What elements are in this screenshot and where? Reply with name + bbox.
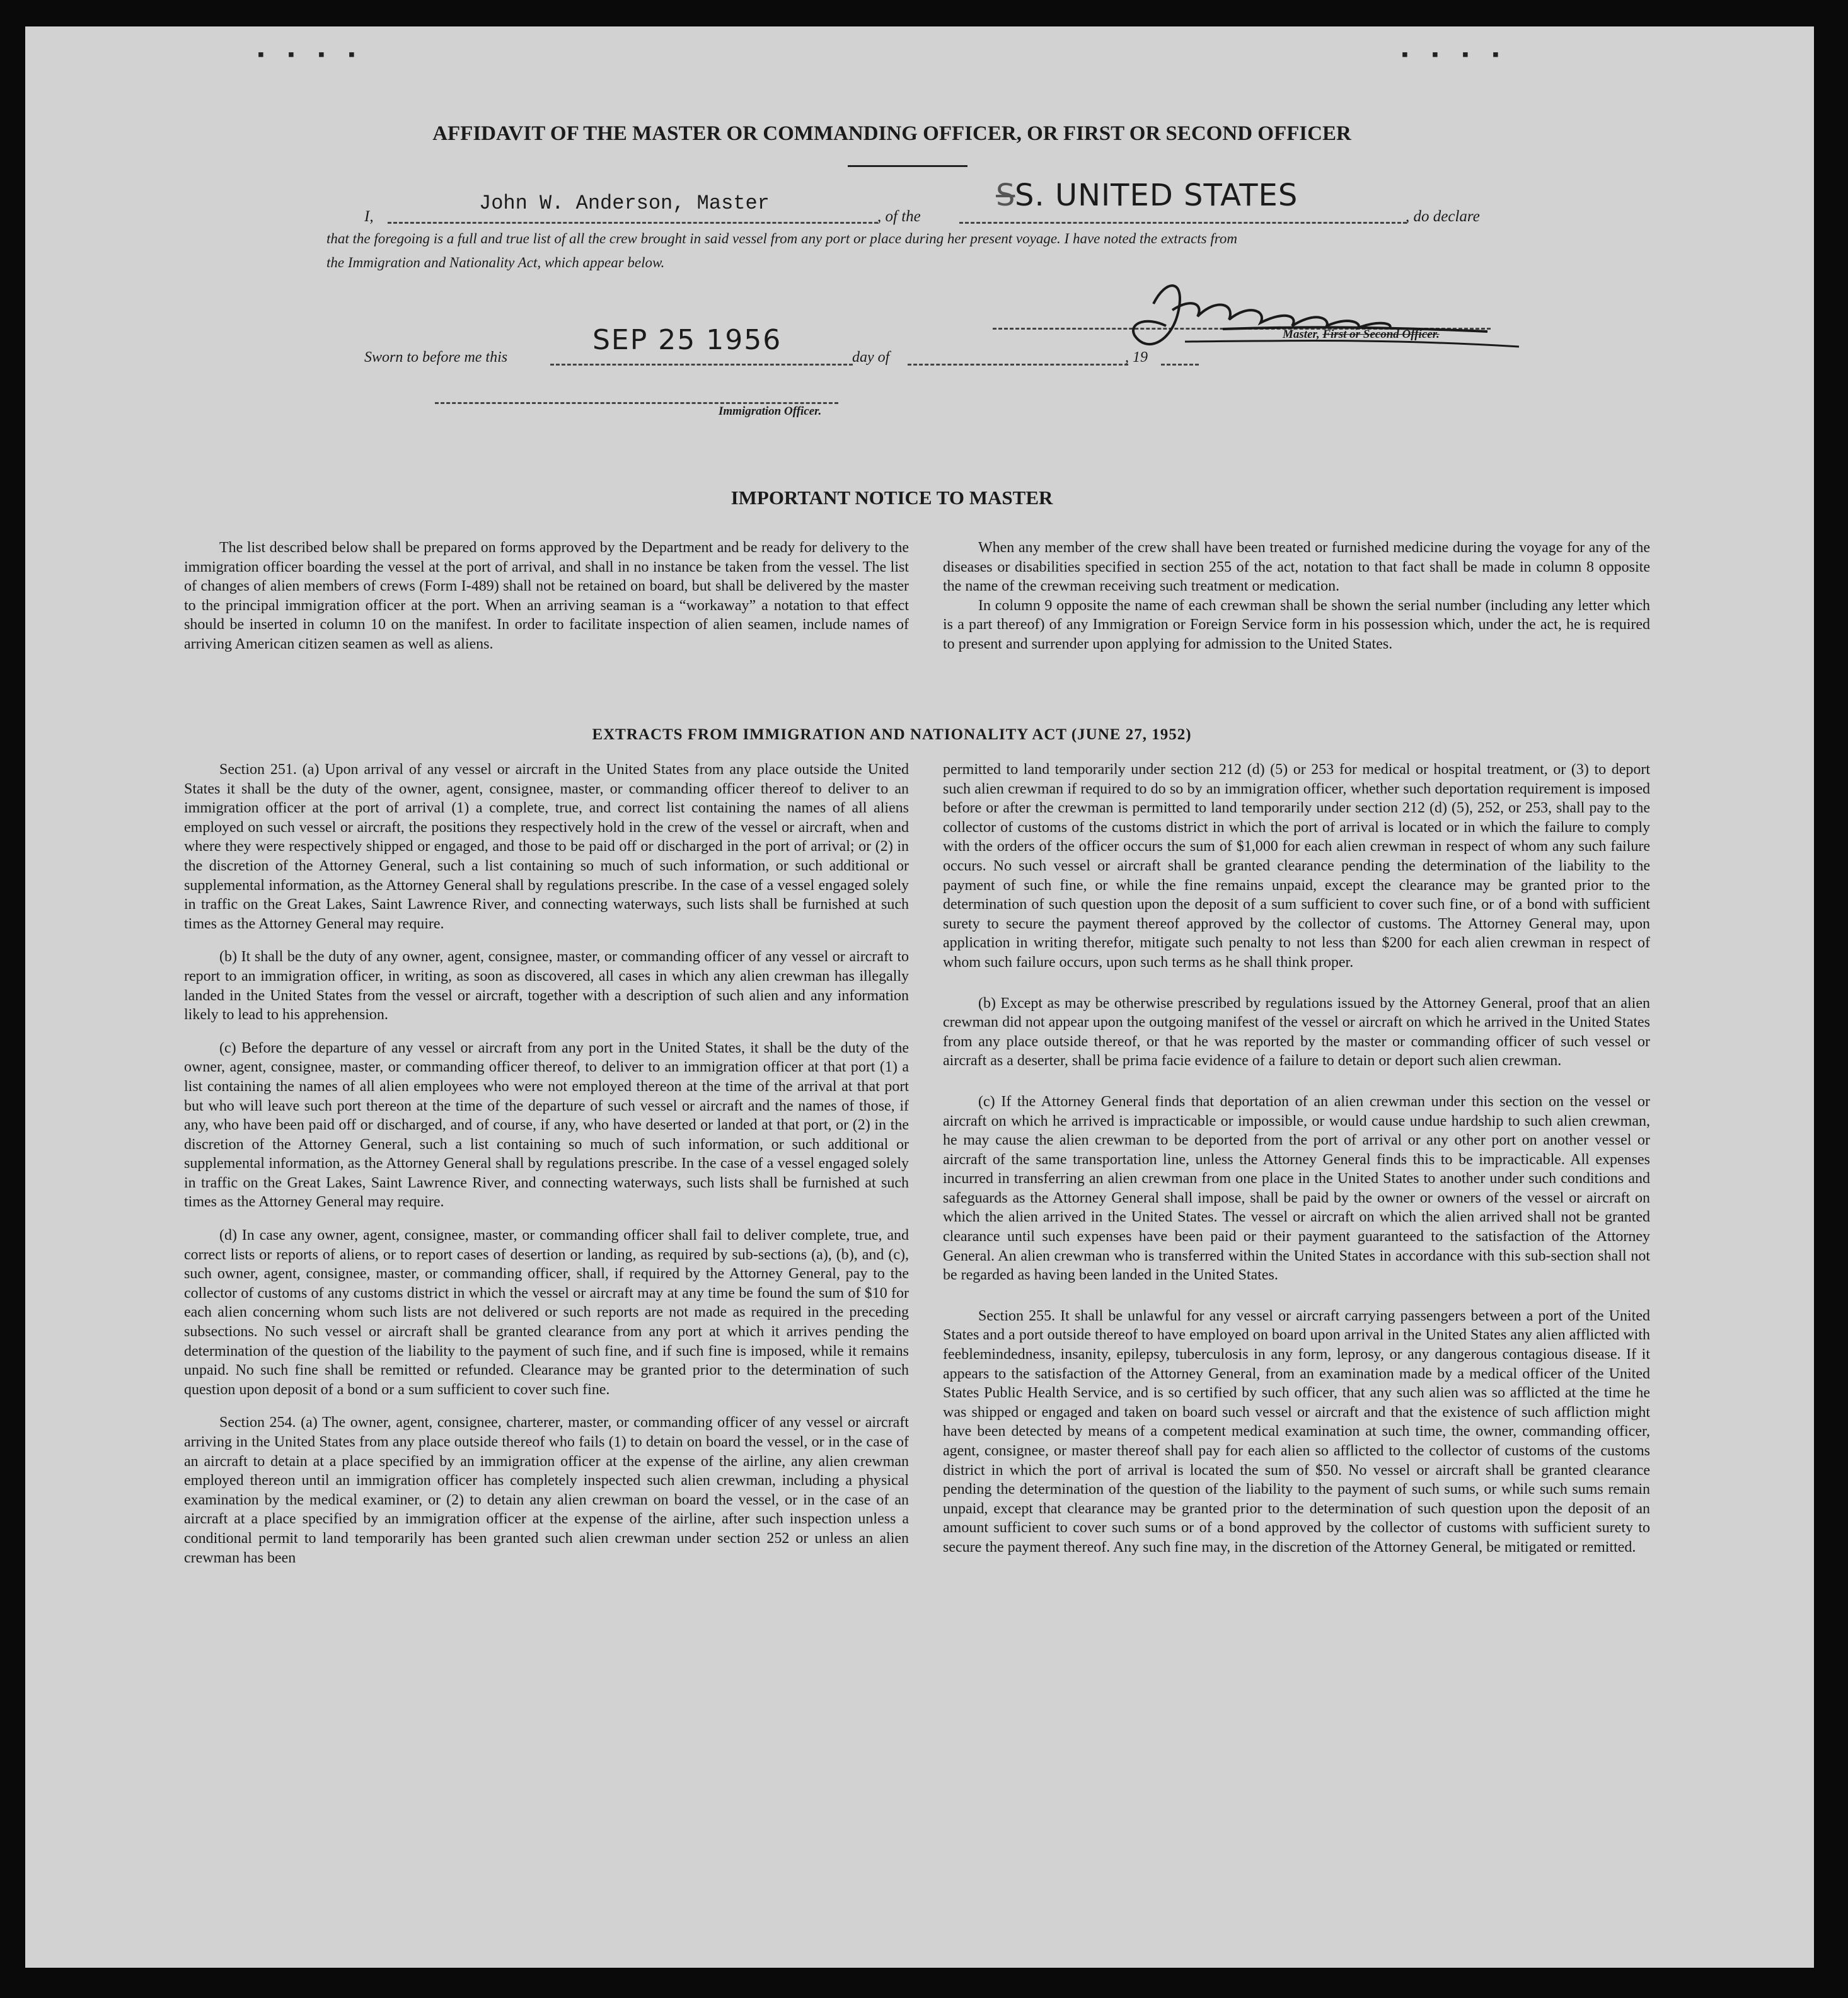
section-251-c: (c) Before the departure of any vessel or aircraft from any port in the United States, it shall be the duty of the owner, agent, consignee, master, or commanding officer thereof, to deliver to an immigration officer at that port (1) a list containing the names of all alien employees who were not employed thereon at the time of the arrival at that port but who will leave such port thereon at the time of the departure of such vessel or aircraft and the names of those, if any, who have been paid off or discharged, and of course, if any, who have deserted or landed at that port, or (2) in the discretion of the Attorney General, such a list containing so much of such information, or such additional or supplemental information, as the Attorney General shall by regulations prescribe. In the case of a vessel engaged solely in traffic on the Great Lakes, Saint Lawrence River, and connecting waterways, such lists shall be furnished at such times as the Attorney General may require. [184, 1039, 909, 1211]
notice-right-paragraph-2: In column 9 opposite the name of each crewman shall be shown the serial number (including any letter which is a part thereof) of any Immigration or Foreign Service form in his possession which, under the act, he is required to present and surrender upon applying for admission to the United States. [943, 597, 1650, 652]
section-251-b: (b) It shall be the duty of any owner, agent, consignee, master, or commanding officer of any vessel or aircraft to report to an immigration officer, in writing, as soon as discovered, all cases in which any alien crewman has illegally landed in the United States from the vessel or aircraft, together with a description of such alien and any information likely to lead to his apprehension. [184, 949, 909, 1024]
extracts-right-column [943, 760, 1650, 1571]
sworn-label: Sworn to before me this [364, 349, 508, 366]
of-the-label: , of the [877, 208, 921, 225]
officer-label-struck: First or Second Officer. [1322, 328, 1440, 341]
immigration-officer-label: Immigration Officer. [719, 405, 822, 418]
notice-left-column [184, 538, 909, 667]
year-line [1161, 357, 1199, 366]
notice-title: IMPORTANT NOTICE TO MASTER [731, 487, 1053, 509]
document-sheet [25, 26, 1814, 1968]
section-254-c: (c) If the Attorney General finds that deportation of an alien crewman under this section on the vessel or aircraft on which he arrived is impracticable or impossible, or would cause undue hardship to such alien crewman, he may cause the alien crewman to be deported from the port of arrival or any other port on another vessel or aircraft of the same transportation line, unless the Attorney General finds this to be impracticable. All expenses incurred in transferring an alien crewman from one place in the United States to another under such conditions and safeguards as the Attorney General shall impose, shall be paid by the owner or owners of the vessel or aircraft on which the alien arrived in the United States. The vessel or aircraft on which the alien arrived shall not be granted clearance until such expenses have been paid or their payment guaranteed to the satisfaction of the Attorney General. An alien crewman who is transferred within the United States in accordance with this sub-section shall not be regarded as having been landed in the United States. [943, 1093, 1650, 1284]
vessel-line [959, 214, 1407, 224]
day-of-label: day of [852, 349, 890, 366]
vessel-struck-letter: S [996, 178, 1015, 213]
section-254-a: Section 254. (a) The owner, agent, consignee, charterer, master, or commanding officer of any vessel or aircraft arriving in the United States from any place outside thereof who fails (1) to detain on board the vessel, or in the case of an aircraft to detain at a place specified by an immigration officer at the expense of the airline, any alien crewman employed thereon until an immigration officer has completely inspected such alien crewman, including a physical examination by the medical examiner, or (2) to detain any alien crewman on board the vessel, or in the case of an aircraft at a place specified by an immigration officer at the expense of the airline, after such inspection unless a conditional permit to land temporarily has been granted such alien crewman under section 252 or unless an alien crewman has been [184, 1414, 909, 1566]
vessel-name: S. UNITED STATES [1015, 178, 1298, 213]
title-rule [848, 165, 967, 167]
section-251-d: (d) In case any owner, agent, consignee, master, or commanding officer shall fail to deliver complete, true, and correct lists or reports of aliens, or to report cases of desertion or landing, as required by sub-sections (a), (b), and (c), such owner, agent, consignee, master, or commanding officer, shall, if required by the Attorney General, pay to the collector of customs of any customs district in which the vessel or aircraft may at any time be found the sum of $10 for each alien concerning whom such lists are not delivered or such reports are not made as required in the preceding subsections. No such vessel or aircraft shall be granted clearance from any port at which it arrives pending the determination of the question of the liability to the payment of such fine, and if such fine is imposed, while it remains unpaid. No such fine shall be remitted or refunded. Clearance may be granted prior to the determination of such question upon deposit of a bond or a sum sufficient to cover such fine. [184, 1227, 909, 1398]
officer-label [1283, 328, 1440, 342]
sworn-date-line [550, 357, 853, 366]
corner-marks-left: ▪ ▪ ▪ ▪ [255, 45, 362, 67]
section-255: Section 255. It shall be unlawful for any vessel or aircraft carrying passengers between a port of the United States and a port outside thereof to have employed on board upon arrival in the United States any alien afflicted with feeblemindedness, insanity, epilepsy, tuberculosis in any form, leprosy, or any dangerous contagious disease. If it appears to the satisfaction of the Attorney General, from an examination made by a medical officer of the United States Public Health Service, and is so certified by such officer, that any such alien was so afflicted at the time he was shipped or engaged and taken on board such vessel or aircraft and that the existence of such affliction might have been detected by means of a competent medical examination at such time, the owner, commanding officer, agent, consignee, or master thereof shall pay for each alien so afflicted to the collector of customs of the customs district in which the port of arrival is located the sum of $50. No vessel or aircraft shall be granted clearance pending the determination of the question of the liability to the payment of such sums, or while such sums remain unpaid, except that clearance may be granted prior to the determination of such question upon the deposit of an amount sufficient to cover such sums or of a bond approved by the collector of customs with sufficient surety to secure the payment thereof. Any such fine may, in the discretion of the Attorney General, be mitigated or remitted. [943, 1307, 1650, 1556]
corner-marks-right: ▪ ▪ ▪ ▪ [1399, 45, 1506, 67]
notice-left-paragraph: The list described below shall be prepared on forms approved by the Department and be ready for delivery to the immigration officer boarding the vessel at the port of arrival, and shall in no instance be taken from the vessel. The list of changes of alien members of crews (Form I-489) shall not be retained on board, but shall be delivered by the master to the principal immigration officer at the port. When an arriving seaman is a “workaway” a notation to that effect should be inserted in column 10 on the manifest. In order to facilitate inspection of alien seamen, include names of arriving American citizen seamen as well as aliens. [184, 540, 909, 652]
name-line [388, 214, 878, 224]
notice-right-column [943, 538, 1650, 667]
notice-right-paragraph-1: When any member of the crew shall have been treated or furnished medicine during the voyage for any of the diseases or disabilities specified in section 255 of the act, notation to that fact shall be made in column 8 opposite the name of the crewman receiving such treatment or medication. [943, 540, 1650, 594]
section-251-a: Section 251. (a) Upon arrival of any vessel or aircraft in the United States from any place outside the United States it shall be the duty of the owner, agent, consignee, master, or commanding officer thereof to deliver to an immigration officer at the port of arrival (1) a complete, true, and correct list containing the names of all aliens employed on such vessel or aircraft, the positions they respectively hold in the crew of the vessel or aircraft, when and where they were respectively shipped or engaged, and those to be paid off or discharged in the port of arrival; or (2) in the discretion of the Attorney General, such a list containing so much of such information, or such additional or supplemental information, as the Attorney General shall by regulations prescribe. In the case of a vessel engaged solely in traffic on the Great Lakes, Saint Lawrence River, and connecting waterways, such lists shall be furnished at such times as the Attorney General may require. [184, 761, 909, 932]
officer-label-master: Master, [1283, 328, 1320, 341]
year-prefix: , 19 [1125, 349, 1148, 366]
extracts-left-column [184, 760, 909, 1581]
extracts-title: EXTRACTS FROM IMMIGRATION AND NATIONALITY ACT (JUNE 27, 1952) [592, 726, 1192, 743]
affidavit-prefix: I, [364, 208, 374, 225]
sworn-date-stamp: SEP 25 1956 [592, 324, 782, 356]
affidavit-title: AFFIDAVIT OF THE MASTER OR COMMANDING OFFICER, OR FIRST OR SECOND OFFICER [432, 122, 1351, 145]
statement-line-1: that the foregoing is a full and true list of all the crew brought in said vessel from any port or place during her present voyage. I have noted the extracts from [326, 231, 1237, 246]
master-signature [1109, 266, 1538, 367]
master-name: John W. Anderson, Master [479, 192, 770, 215]
section-254-a-continued: permitted to land temporarily under section 212 (d) (5) or 253 for medical or hospital treatment, or (3) to deport such alien crewman if required to do so by an immigration officer, whether such deportation requirement is imposed before or after the crewman is permitted to land temporarily under section 212 (d) (5), 252, or 253, shall pay to the collector of customs of the customs district in which the port of arrival is located or in which the failure to comply with the orders of the officer occurs the sum of $1,000 for each alien crewman in respect of whom any such failure occurs. No such vessel or aircraft shall be granted clearance pending the determination of the liability to the payment of such fine, or while the fine remains unpaid, except the clearance may be granted prior to the determination of such question upon the deposit of a sum sufficient to cover such fine, or of a bond with sufficient surety to secure the payment thereof approved by the collector of customs. The Attorney General may, upon application in writing therefor, mitigate such penalty to not less than $200 for each alien crewman in respect of whom such failure occurs, upon such terms as he shall think proper. [943, 761, 1650, 971]
statement-line-2: the Immigration and Nationality Act, which appear below. [326, 255, 665, 270]
do-declare-label: , do declare [1406, 208, 1480, 225]
immigration-officer-line [435, 397, 838, 404]
month-line [908, 357, 1128, 366]
section-254-b: (b) Except as may be otherwise prescribed by regulations issued by the Attorney General, proof that an alien crewman did not appear upon the outgoing manifest of the vessel or aircraft on which he arrived in the United States from any place outside thereof, or that he was reported by the master or commanding officer of such vessel or aircraft as a deserter, shall be prima facie evidence of a failure to detain or deport such alien crewman. [943, 995, 1650, 1070]
